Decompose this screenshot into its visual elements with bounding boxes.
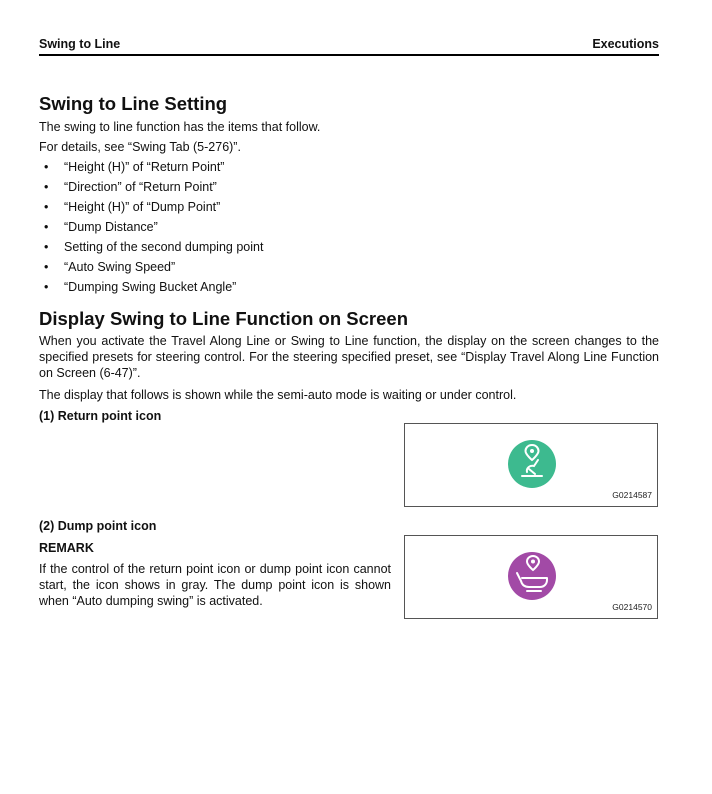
list-item-text: “Auto Swing Speed” — [64, 260, 176, 274]
list-item-text: “Dumping Swing Bucket Angle” — [64, 280, 237, 294]
list-item — [39, 239, 659, 255]
dump-point-icon — [507, 551, 557, 601]
dump-point-section — [39, 513, 391, 609]
list-item — [39, 159, 659, 175]
main-content — [39, 92, 659, 424]
list-item — [39, 279, 659, 295]
remark-label: REMARK — [39, 541, 94, 555]
setting-item-list — [39, 159, 659, 295]
bullet: • — [44, 240, 49, 254]
remark-text: If the control of the return point icon or dump point icon cannot start, the icon shows in gray. The dump point icon is shown when “Auto dumping swing” is activated. — [39, 562, 391, 608]
setting-details: For details, see “Swing Tab (5-276)”. — [39, 140, 241, 154]
display-paragraph: When you activate the Travel Along Line or Swing to Line function, the display on the screen changes to the specified presets for steering control. For the steering specified preset, see “Display Travel Along Line Function on Screen (6-47)”. — [39, 334, 659, 380]
figure-return-point — [404, 423, 658, 507]
bullet: • — [44, 200, 49, 214]
bullet: • — [44, 180, 49, 194]
list-item — [39, 179, 659, 195]
bullet: • — [44, 260, 49, 274]
section-title-setting: Swing to Line Setting — [39, 93, 228, 114]
display-paragraph-2: The display that follows is shown while the semi-auto mode is waiting or under control. — [39, 388, 517, 402]
bullet: • — [44, 160, 49, 174]
return-point-icon — [507, 439, 557, 489]
subheading-dump-point: (2) Dump point icon — [39, 519, 157, 533]
header-section-title: Swing to Line — [39, 37, 121, 51]
figure-dump-point — [404, 535, 658, 619]
list-item-text: Setting of the second dumping point — [64, 240, 264, 254]
bullet: • — [44, 220, 49, 234]
header-chapter-title: Executions — [592, 37, 659, 51]
bullet: • — [44, 280, 49, 294]
list-item-text: “Height (H)” of “Return Point” — [64, 160, 225, 174]
list-item-text: “Height (H)” of “Dump Point” — [64, 200, 221, 214]
list-item — [39, 199, 659, 215]
list-item — [39, 219, 659, 235]
list-item — [39, 259, 659, 275]
figure-code: G0214570 — [612, 602, 652, 612]
section-title-display: Display Swing to Line Function on Screen — [39, 308, 409, 329]
list-item-text: “Dump Distance” — [64, 220, 158, 234]
setting-intro: The swing to line function has the items that follow. — [39, 120, 321, 134]
subheading-return-point: (1) Return point icon — [39, 409, 162, 423]
figure-code: G0214587 — [612, 490, 652, 500]
list-item-text: “Direction” of “Return Point” — [64, 180, 217, 194]
page-header — [39, 37, 659, 56]
